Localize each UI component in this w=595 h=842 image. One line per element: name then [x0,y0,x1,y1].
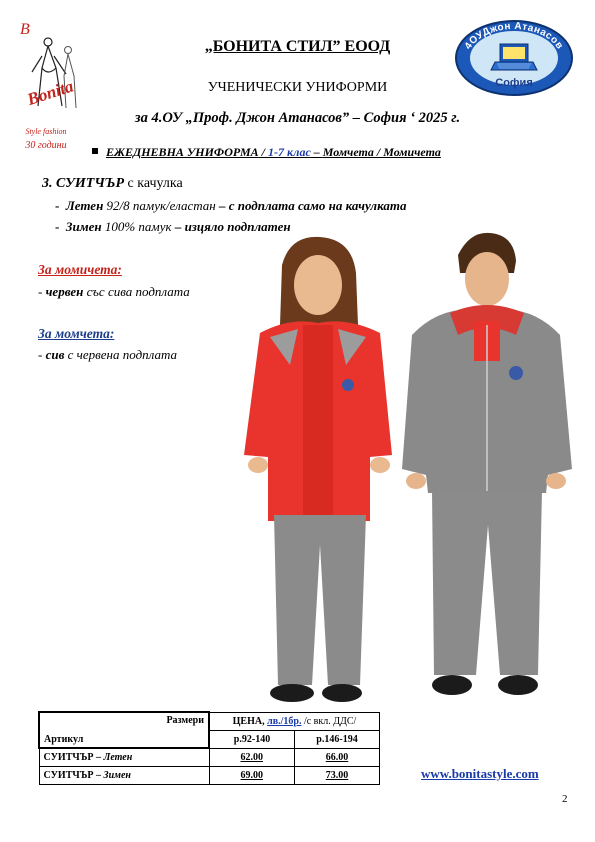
uniform-line: ЕЖЕДНЕВНА УНИФОРМА / 1-7 клас – Момчета / Момичета [92,145,441,160]
company-title: „БОНИТА СТИЛ” ЕООД [204,38,391,55]
article-label: Артикул [44,734,84,745]
price-cell: 66.00 [295,748,380,767]
price-header-cell: ЦЕНА, лв./1бр. /с вкл. ДДС/ [209,712,380,730]
variant-composition: 100% памук [104,219,172,234]
article-cell: СУИТЧЪР – Летен [39,748,209,767]
girl-figure [244,237,392,702]
grades: 1-7 клас [267,145,311,159]
product-suffix: с качулка [127,176,183,191]
school-line: за 4.ОУ „Проф. Джон Атанасов” – София ‘ 2025 г. [134,110,461,126]
product-photo [220,225,580,715]
table-row [39,748,380,767]
price-cell: 62.00 [209,748,295,767]
girls-description: - червен със сива подплата [38,284,190,299]
school-logo-city: София [495,77,533,89]
price-cell: 73.00 [295,767,380,785]
boy-figure [402,233,572,695]
variant-item: - Зимен 100% памук – изцяло подплатен [55,219,291,234]
school-logo-text: 4ОУДжон Атанасов [462,20,566,52]
boys-heading: За момчета: [38,326,115,341]
table-row [39,767,380,785]
girls-heading: За момичета: [38,262,122,277]
audience: Момчета / Момичета [322,145,441,159]
variant-lining: изцяло подплатен [184,219,291,234]
product-heading: 3. СУИТЧЪР с качулка [42,176,183,191]
boys-description: - сив с червена подплата [38,347,178,362]
size-column-header: р.146-194 [295,730,380,748]
variant-name: Летен [65,198,104,213]
logo-tagline: Style fashion [25,127,67,136]
logo-name: Bonita [24,76,76,110]
price-cell: 69.00 [209,767,295,785]
logo-letter: B [20,21,30,38]
sizes-label: Размери [166,715,204,726]
table-header-row [39,712,380,730]
document-title: УЧЕНИЧЕСКИ УНИФОРМИ [207,80,388,95]
variant-lining: с подплата само на качулката [228,198,407,213]
page-number: 2 [562,793,568,805]
product-name: СУИТЧЪР [56,176,125,191]
variant-item: - Летен 92/8 памук/еластан – с подплата само на качулката [55,198,407,213]
website-link[interactable]: www.bonitastyle.com [421,766,539,781]
sizes-article-cell [39,712,209,748]
uniform-type: ЕЖЕДНЕВНА УНИФОРМА [106,145,259,159]
price-table [38,711,380,785]
variant-name: Зимен [65,219,102,234]
article-cell: СУИТЧЪР – Зимен [39,767,209,785]
variant-composition: 92/8 памук/еластан [106,198,216,213]
size-column-header: р.92-140 [209,730,295,748]
logo-years: 30 години [25,140,67,151]
bullet-icon [92,148,98,154]
